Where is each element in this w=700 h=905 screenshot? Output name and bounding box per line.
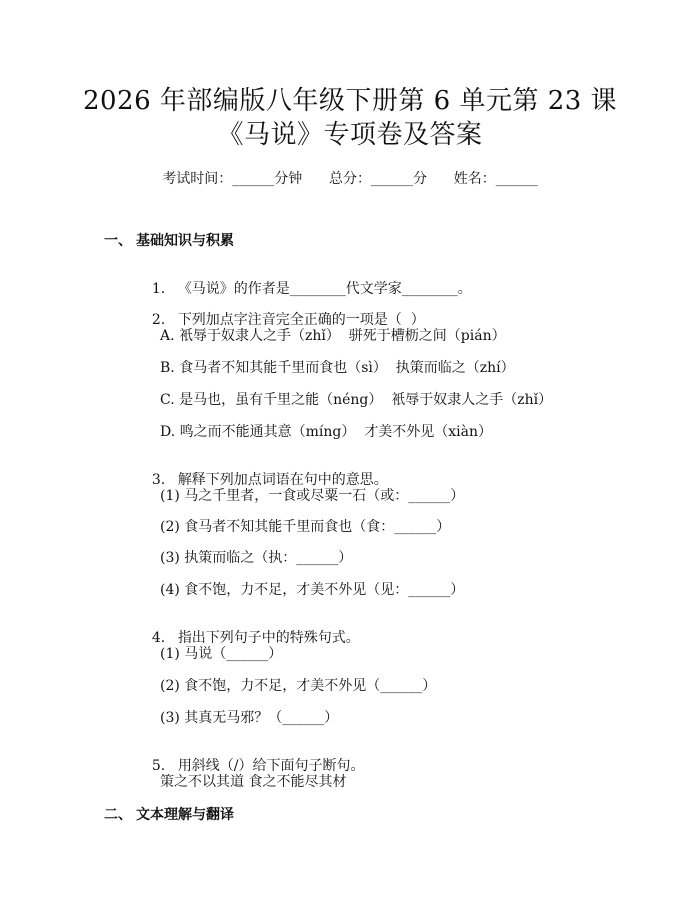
sub-question: (2) 食马者不知其能千里而食也（食：______） <box>160 519 451 535</box>
question-number: 3. <box>151 472 166 488</box>
exam-info-line: 考试时间：______分钟 总分：______分 姓名：______ <box>162 171 538 187</box>
sentence-to-punctuate: 策之不以其道 食之不能尽其材 <box>160 774 347 790</box>
sub-question: (3) 执策而临之（执：______） <box>160 550 353 566</box>
document-title-line-1: 2026 年部编版八年级下册第 6 单元第 23 课 <box>82 86 618 116</box>
sub-question: (3) 其真无马邪？（______） <box>160 710 339 726</box>
question-number: 2. <box>151 312 166 328</box>
question-text: 解释下列加点词语在句中的意思。 <box>177 472 388 488</box>
question-text: 《马说》的作者是________代文学家________。 <box>177 281 472 297</box>
sub-question: (1) 马之千里者，一食或尽粟一石（或：______） <box>160 488 465 504</box>
question-text: 下列加点字注音完全正确的一项是（ ） <box>177 312 425 328</box>
sub-question: (4) 食不饱，力不足，才美不外见（见：______） <box>160 582 465 598</box>
answer-option: A. 衹辱于奴隶人之手（zhǐ） 骈死于槽枥之间（pián） <box>160 328 506 344</box>
document-title-line-2: 《马说》专项卷及答案 <box>217 120 483 150</box>
section-title: 文本理解与翻译 <box>136 807 234 823</box>
question-number: 4. <box>151 630 166 646</box>
question-text: 用斜线（/）给下面句子断句。 <box>177 758 365 774</box>
answer-option: C. 是马也，虽有千里之能（néng） 衹辱于奴隶人之手（zhǐ） <box>160 392 553 408</box>
section-heading <box>104 804 234 824</box>
section-title: 基础知识与积累 <box>136 233 234 249</box>
sub-question: (1) 马说（______） <box>160 646 283 662</box>
sub-question: (2) 食不饱，力不足，才美不外见（______） <box>160 678 437 694</box>
question-number: 1. <box>151 281 166 297</box>
section-number: 一、 <box>104 233 132 249</box>
section-heading <box>104 230 234 250</box>
question-text: 指出下列句子中的特殊句式。 <box>177 630 360 646</box>
answer-option: B. 食马者不知其能千里而食也（sì） 执策而临之（zhí） <box>160 360 515 376</box>
answer-option: D. 鸣之而不能通其意（míng） 才美不外见（xiàn） <box>160 424 492 440</box>
question-number: 5. <box>151 758 166 774</box>
section-number: 二、 <box>104 807 132 823</box>
